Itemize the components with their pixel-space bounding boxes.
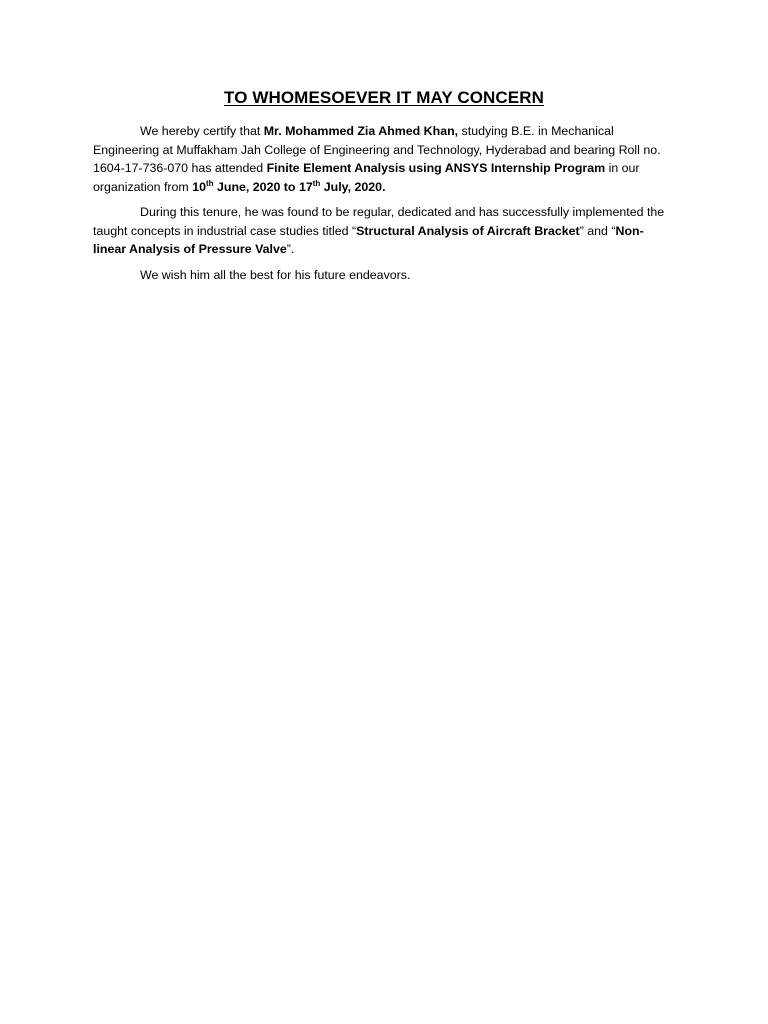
program-name: Finite Element Analysis using ANSYS Internship Program [266, 161, 606, 175]
p1-text-3: in our organization from [93, 161, 640, 194]
date-start [192, 180, 280, 194]
title-text: TO WHOMESOEVER IT MAY CONCERN [224, 88, 544, 107]
date-start-rest: June, 2020 [213, 179, 281, 194]
student-name: Mr. Mohammed Zia Ahmed Khan, [263, 124, 459, 138]
date-end-rest: July, 2020. [320, 179, 386, 194]
paragraph-wishes [93, 266, 675, 285]
p1-text-2: studying B.E. in Mechanical Engineering at Muffakham Jah College of Engineering and Technology, Hyderabad and bearing Roll no. 1604-17-736-070 has attended [93, 124, 661, 175]
p1-text-4: to [280, 179, 299, 194]
paragraph-certification [93, 122, 675, 196]
date-start-suffix: th [205, 178, 214, 188]
case-study-1: Structural Analysis of Aircraft Bracket [356, 223, 580, 238]
date-end-suffix: th [312, 178, 321, 188]
p1-text-1: We hereby certify that [140, 124, 264, 138]
p2-text-3: ”. [286, 242, 295, 256]
paragraph-performance [93, 203, 675, 259]
date-end-day: 17 [298, 179, 313, 194]
p3-text: We wish him all the best for his future endeavors. [140, 268, 411, 282]
p2-text-1: During this tenure, he was found to be regular, dedicated and has successfully implemented the taught concepts in industrial case studies titled “ [93, 205, 665, 238]
case-study-2: Non-linear Analysis of Pressure Valve [93, 223, 644, 256]
date-end [299, 180, 386, 194]
date-start-day: 10 [192, 179, 206, 194]
document-title [0, 88, 768, 108]
p2-text-2: ” and “ [579, 223, 616, 238]
